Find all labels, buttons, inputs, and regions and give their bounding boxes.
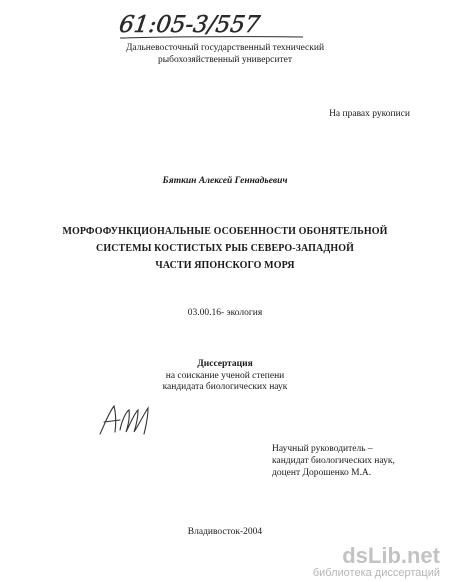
degree-block	[0, 359, 450, 394]
archive-stamp	[118, 6, 318, 42]
watermark-logo: dsLib.net	[342, 543, 440, 568]
stamp-text: 61:05-3/557	[118, 12, 262, 38]
supervisor-line-1: Научный руководитель –	[272, 444, 373, 454]
watermark-subtitle: библиотека диссертаций	[312, 567, 440, 579]
institution-line-1: Дальневосточный государственный технический	[125, 43, 325, 53]
specialty-code: 03.00.16- экология	[187, 308, 263, 318]
title-line-2: СИСТЕМЫ КОСТИСТЫХ РЫБ СЕВЕРО-ЗАПАДНОЙ	[96, 243, 354, 254]
title-line-3: ЧАСТИ ЯПОНСКОГО МОРЯ	[155, 260, 295, 271]
title-line-1: МОРФОФУНКЦИОНАЛЬНЫЕ ОСОБЕННОСТИ ОБОНЯТЕЛЬНОЙ	[62, 226, 388, 237]
degree-line-3: кандидата биологических наук	[162, 382, 288, 392]
manuscript-note: На правах рукописи	[329, 109, 410, 119]
institution-name	[0, 43, 450, 66]
supervisor-line-2: кандидат биологических наук,	[272, 456, 395, 466]
author-signature	[96, 400, 156, 440]
supervisor-block	[272, 443, 395, 479]
author-name: Бяткин Алексей Геннадьевич	[162, 176, 288, 186]
supervisor-line-3: доцент Дорошенко М.А.	[272, 468, 372, 478]
dissertation-title	[0, 223, 450, 274]
institution-line-2: рыбохозяйственный университет	[158, 54, 292, 65]
degree-type: Диссертация	[197, 359, 253, 369]
handwritten-stamp-graphic	[118, 6, 318, 42]
signature-graphic	[96, 400, 156, 440]
degree-line-2: на соискание ученой степени	[165, 370, 285, 381]
city-year: Владивосток-2004	[187, 527, 263, 537]
watermark	[313, 545, 440, 580]
